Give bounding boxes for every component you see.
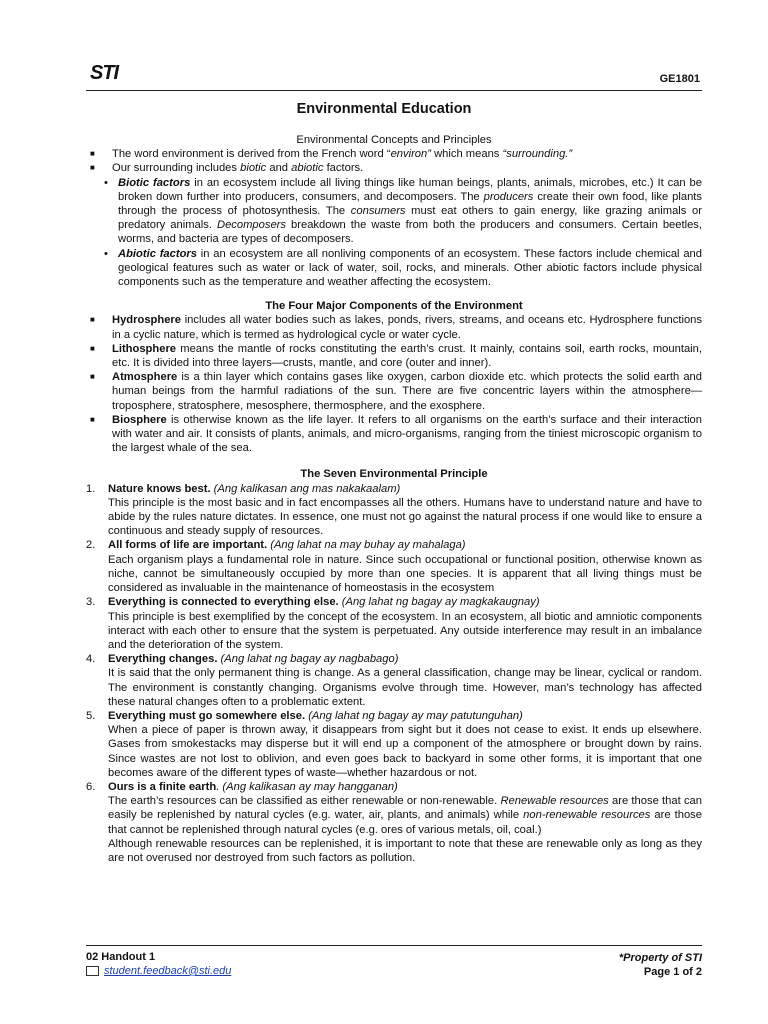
component-item: ■ Biosphere is otherwise known as the life layer. It refers to all organisms on the earth’s surface and their interaction with water and air. It consists of plants, animals, and micro-organisms, ranging from the tiniest microscopic organism to the largest whale of the sea. bbox=[86, 413, 702, 456]
sti-logo: STI bbox=[90, 62, 119, 84]
square-bullet-icon: ■ bbox=[90, 149, 95, 159]
principle-item: 5. Everything must go somewhere else. (Ang lahat ng bagay ay may patutunguhan) When a piece of paper is thrown away, it disappears from sight but it does not cease to exist. It ends up elsewhere. Gases from smokestacks may disperse but it will end up a component of the atmosphere or brought down by rains. Since wastes are not lost to oblivion, and even goes back to backyard in some other forms, it is important that one becomes aware of the different types of waste—whether hazardous or not. bbox=[86, 709, 702, 779]
bullet-item: ■ Our surrounding includes biotic and abiotic factors. bbox=[86, 161, 702, 175]
handout-label: 02 Handout 1 bbox=[86, 951, 156, 963]
course-code: GE1801 bbox=[659, 73, 700, 85]
page-number: Page 1 of 2 bbox=[643, 966, 702, 978]
principle-item: 1. Nature knows best. (Ang kalikasan ang mas nakakaalam) This principle is the most basic and in fact encompasses all the others. Humans have to understand nature and have to abide by the rules nature dictates. In essence, one must not go against the natural process if one would like to ensure a continuous and steady supply of resources. bbox=[86, 482, 702, 538]
square-bullet-icon: ■ bbox=[90, 315, 95, 325]
document-body bbox=[86, 133, 702, 865]
sub-bullet-biotic: • Biotic factors in an ecosystem include all living things like human beings, plants, animals, microbes, etc.) It can be broken down further into producers, consumers, and decomposers. The producers create their own food, like plants through the process of photosynthesis. The consumers must eat others to gain energy, like grazing animals or predatory animals. Decomposers breakdown the waste from both the producers and consumers. Certain beetles, worms, and bacteria are types of decomposers. bbox=[104, 176, 702, 246]
footer-right bbox=[619, 951, 702, 979]
square-bullet-icon: ■ bbox=[90, 343, 95, 353]
footer-divider bbox=[86, 945, 702, 946]
principle-item: 6. Ours is a finite earth. (Ang kalikasan ay may hangganan) The earth’s resources can be classified as either renewable or non-renewable. Renewable resources are those that can easily be replenished by natural cycles (e.g. water, air, plants, and animals) while non-renewable resources are those that cannot be replenished through natural cycles (e.g. ores of various metals, oil, coal.) Although renewable resources can be replenished, it is important to note that these are renewable only as long as they are not overused nor destroyed from such factors as pollution. bbox=[86, 780, 702, 864]
components-heading: The Four Major Components of the Environment bbox=[265, 300, 523, 313]
square-bullet-icon: ■ bbox=[90, 414, 95, 424]
principles-heading: The Seven Environmental Principle bbox=[300, 468, 488, 481]
section-subtitle: Environmental Concepts and Principles bbox=[296, 134, 492, 146]
component-item: ■ Lithosphere means the mantle of rocks constituting the earth’s crust. It mainly, contains soil, earth rocks, mountain, etc. It is divided into three layers—crusts, mantle, and core (outer and inner). bbox=[86, 342, 702, 370]
principle-item: 2. All forms of life are important. (Ang lahat na may buhay ay mahalaga) Each organism plays a fundamental role in nature. Since such occupational or functional position, otherwise known as niche, cannot be simultaneously occupied by more than one species. It is apparent that all living things must be considered as invaluable in the maintenance of homeostasis in the ecosystem bbox=[86, 539, 702, 595]
square-bullet-icon: ■ bbox=[90, 372, 95, 382]
document-title: Environmental Education bbox=[296, 101, 472, 117]
square-bullet-icon: ■ bbox=[90, 163, 95, 173]
sub-bullet-abiotic: • Abiotic factors in an ecosystem are all nonliving components of an ecosystem. These factors include chemical and geological features such as water or lack of water, soil, rocks, and minerals. Other abiotic factors include physical components such as the temperature and weather affecting the ecosystem. bbox=[104, 247, 703, 289]
component-item: ■ Atmosphere is a thin layer which contains gases like oxygen, carbon dioxide etc. which protects the solid earth and human beings from the harmful radiations of the sun. There are five concentric layers within the atmosphere—troposphere, stratosphere, mesosphere, thermosphere, and the exosphere. bbox=[86, 370, 702, 413]
property-label: *Property of STI bbox=[618, 952, 702, 964]
bullet-item: ■ The word environment is derived from the French word “environ” which means “surrounding.” bbox=[86, 147, 702, 161]
feedback-email bbox=[86, 965, 231, 977]
email-link[interactable]: student.feedback@sti.edu bbox=[104, 965, 232, 977]
principle-item: 3. Everything is connected to everything else. (Ang lahat ng bagay ay magkakaugnay) This principle is best exemplified by the concept of the ecosystem. In an ecosystem, all biotic and amniotic components interact with each other to ensure that the system is perpetuated. Any outside interference may result in an imbalance and the deterioration of the system. bbox=[86, 596, 702, 651]
principle-item: 4. Everything changes. (Ang lahat ng bagay ay nagbabago) It is said that the only permanent thing is change. As a general classification, change may be linear, cyclical or random. The environment is constantly changing. Organisms evolve through time. However, man’s technology has affected these natural changes often to a problematic extent. bbox=[86, 653, 702, 708]
header-divider bbox=[86, 90, 702, 91]
mail-icon bbox=[86, 966, 99, 976]
dot-bullet-icon: • bbox=[104, 176, 108, 189]
component-item: ■ Hydrosphere includes all water bodies such as lakes, ponds, rivers, streams, and oceans etc. Hydrosphere functions in a cyclic nature, which is termed as hydrological cycle or water cycle. bbox=[86, 313, 702, 341]
dot-bullet-icon: • bbox=[104, 247, 108, 260]
